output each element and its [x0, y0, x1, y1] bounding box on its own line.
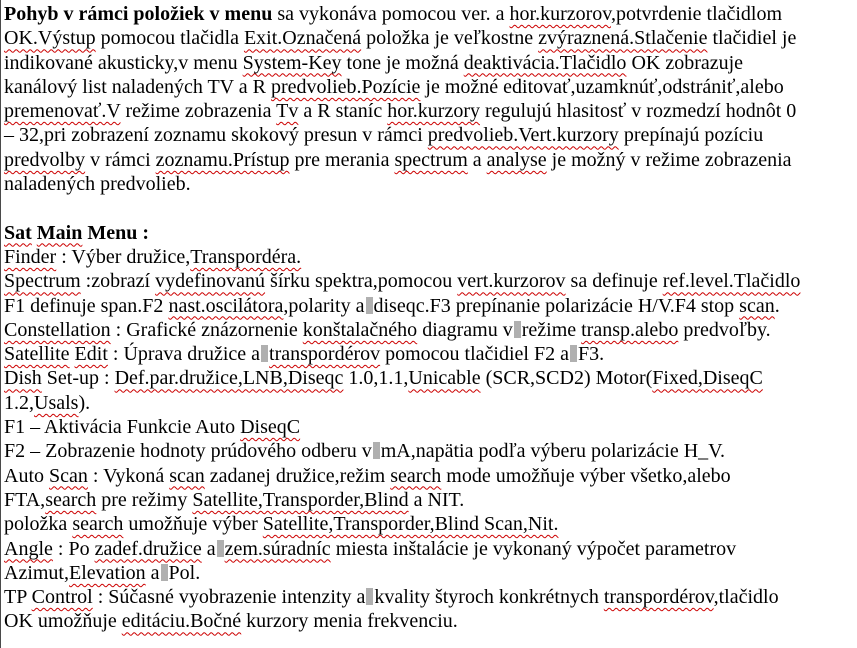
text-line	[4, 439, 857, 463]
text-run: kurzory menia frekvenciu.	[241, 610, 458, 633]
text-run: F3.	[577, 343, 605, 366]
text-line	[4, 75, 857, 99]
nbsp-marker	[366, 588, 373, 605]
misspelled-text: Control	[31, 586, 93, 609]
text-run: – 32,pri zobrazení zoznamu skokový presun v rámci	[4, 124, 428, 147]
text-run: ,potvrdenie tlačidlom	[610, 3, 783, 25]
text-line	[4, 148, 857, 172]
text-run: a R staníc	[298, 100, 388, 123]
misspelled-text: OK.Výstup	[4, 27, 96, 50]
misspelled-text: Elevation	[69, 561, 146, 584]
text-line	[4, 99, 857, 123]
text-run: F1 – Aktivácia Funkcie Auto	[4, 416, 241, 439]
text-run: TP	[4, 586, 32, 609]
misspelled-text: search	[72, 513, 124, 536]
nbsp-marker	[261, 345, 268, 362]
misspelled-text: search	[45, 488, 97, 511]
text-run: OK zobrazuje	[626, 51, 744, 74]
misspelled-text: scan	[739, 294, 775, 317]
misspelled-text: Fixed,DiseqC	[652, 367, 763, 390]
text-run: miesta inštalácie je vykonaný výpočet parametrov	[330, 537, 737, 560]
text-line	[4, 488, 857, 512]
nbsp-marker	[570, 345, 577, 362]
text-run: FTA,	[4, 488, 46, 511]
misspelled-text: editáciu.Bočné	[121, 610, 242, 633]
text-run: kvality štyroch konkrétnych	[374, 586, 604, 609]
misspelled-text: konštalačného	[302, 318, 418, 341]
text-run: predvoľby.	[678, 318, 771, 341]
text-run: : Súčasné vyobrazenie intenzity a	[92, 586, 366, 609]
text-line	[4, 172, 857, 196]
text-run: a	[467, 148, 487, 171]
text-run: : Vykoná	[87, 464, 170, 487]
nbsp-marker	[217, 540, 224, 557]
text-line	[4, 123, 857, 147]
text-run: mA,napätia podľa výberu polarizácie H_V.	[380, 440, 726, 463]
text-run: regulujú hlasitosť v rozmedzí hodnôt 0	[480, 100, 797, 123]
text-run: ,tlačidlo	[713, 586, 779, 609]
text-run: mode umožňuje výber všetko,alebo	[441, 464, 731, 487]
text-line	[4, 245, 857, 269]
text-run: :zobrazí	[80, 270, 156, 293]
text-line	[4, 294, 857, 318]
document-body	[4, 2, 857, 634]
text-run: umožňuje výber	[123, 513, 263, 536]
text-run: sa definuje	[565, 270, 663, 293]
misspelled-text: Dish	[4, 367, 42, 390]
text-line	[4, 318, 857, 342]
text-run: indikované akusticky,v menu	[4, 51, 243, 74]
text-run: Pohyb v rámci položiek v menu	[4, 3, 273, 25]
text-run: tone je možná	[341, 51, 464, 74]
text-run: prepínajú pozíciu	[618, 124, 764, 147]
text-run: F1 definuje span.F2	[4, 294, 169, 317]
nbsp-marker	[161, 564, 168, 581]
text-line	[4, 585, 857, 609]
misspelled-text: Usals	[34, 391, 79, 414]
text-run: diagramu v	[417, 318, 513, 341]
misspelled-text: spectrum	[394, 148, 468, 171]
text-run: : Grafické znázornenie	[110, 318, 303, 341]
page-left-edge-line	[0, 0, 1, 648]
misspelled-text: Spectrum	[4, 270, 81, 293]
misspelled-text: analyse	[486, 148, 547, 171]
text-run: naladených predvolieb.	[4, 173, 191, 196]
misspelled-text: vert.kurzorov	[457, 270, 566, 293]
text-line	[4, 512, 857, 536]
text-run: Set-up :	[41, 367, 115, 390]
text-run: (SCR,SCD2) Motor(	[480, 367, 653, 390]
text-run: : Po	[52, 537, 95, 560]
text-line	[4, 561, 857, 585]
misspelled-text: Constellation	[4, 318, 111, 341]
text-run: režime zobrazenia	[120, 100, 277, 123]
text-run: .	[774, 294, 780, 317]
text-run: pomocou tlačidiel F2 a	[380, 343, 569, 366]
misspelled-text: Exit.Označená	[243, 27, 362, 50]
misspelled-text: transp.alebo	[581, 318, 679, 341]
misspelled-text: Satellite	[4, 343, 70, 366]
misspelled-text: Scan	[49, 464, 88, 487]
text-run: ,polarity a	[283, 294, 365, 317]
text-line	[4, 537, 857, 561]
misspelled-text: ref.level.Tlačidlo	[662, 270, 801, 293]
text-run: a	[145, 561, 160, 584]
text-run: ).	[78, 391, 91, 414]
misspelled-text: deaktivácia.Tlačidlo	[463, 51, 627, 74]
text-run: je možné editovať,uzamknúť,odstrániť,alebo	[420, 75, 784, 98]
text-run: Auto	[4, 464, 49, 487]
misspelled-text: Tv	[276, 100, 299, 123]
text-line	[4, 51, 857, 75]
misspelled-text: predvolby	[4, 148, 86, 171]
text-line	[4, 342, 857, 366]
text-run: : Výber družice,	[56, 245, 191, 268]
misspelled-text: transpordérov	[603, 586, 714, 609]
nbsp-marker	[514, 321, 521, 338]
text-run: položka je veľkostne	[361, 27, 539, 50]
text-run: Pol.	[168, 561, 201, 584]
text-run: pre režimy	[96, 488, 193, 511]
text-run: pre merania	[289, 148, 395, 171]
text-run: položka	[4, 513, 73, 536]
text-run: v rámci	[85, 148, 156, 171]
misspelled-text: Edit	[74, 343, 108, 366]
nbsp-marker	[373, 442, 380, 459]
misspelled-text: hor.kurzorov	[509, 3, 611, 25]
misspelled-text: hor.kurzory	[387, 100, 480, 123]
misspelled-text: Satellite,Transporder,Blind Scan,Nit.	[262, 513, 559, 536]
text-run: šírku spektra,pomocou	[265, 270, 458, 293]
misspelled-text: search	[390, 464, 442, 487]
misspelled-text: zoznamu.Prístup	[155, 148, 290, 171]
text-run: pomocou tlačidla	[95, 27, 244, 50]
text-run: 1.0,1.1,	[343, 367, 409, 390]
misspelled-text: Satellite,Transporder,Blind	[192, 488, 409, 511]
text-line	[4, 391, 857, 415]
misspelled-text: transpordérov	[269, 343, 381, 366]
misspelled-text: vydefinovanú	[155, 270, 266, 293]
misspelled-text: zvýraznená.Stlačenie	[538, 27, 708, 50]
misspelled-text: predvolieb.Pozície	[270, 75, 421, 98]
misspelled-text: premenovať.V	[4, 100, 121, 123]
nbsp-marker	[366, 297, 373, 314]
misspelled-text: System-Key	[242, 51, 342, 74]
text-line	[4, 415, 857, 439]
text-run: Azimut,	[4, 561, 69, 584]
text-run: zadanej družice,režim	[204, 464, 391, 487]
text-line	[4, 269, 857, 293]
misspelled-text: scan	[169, 464, 205, 487]
text-run: sa vykonáva pomocou ver. a	[272, 3, 510, 25]
text-run: je možný v režime zobrazenia	[546, 148, 792, 171]
text-run: F2 – Zobrazenie hodnoty prúdového odberu v	[4, 440, 372, 463]
misspelled-text: Def.par.družice,LNB,Diseqc	[114, 367, 344, 390]
text-run: : Úprava družice a	[107, 343, 261, 366]
text-run: 1.2,	[4, 391, 34, 414]
misspelled-text: DiseqC	[240, 416, 301, 439]
text-run: Menu :	[82, 221, 150, 244]
misspelled-text: Sat	[4, 221, 32, 244]
text-run: tlačidiel je	[707, 27, 797, 50]
misspelled-text: Main	[36, 221, 83, 244]
text-run: OK umožňuje	[4, 610, 122, 633]
text-run: kanálový list naladených TV a R	[4, 75, 271, 98]
misspelled-text: nast.oscilátora	[168, 294, 284, 317]
text-line	[4, 464, 857, 488]
misspelled-text: zem.súradníc	[224, 537, 331, 560]
text-line	[4, 196, 857, 220]
misspelled-text: predvolieb.Vert.kurzory	[427, 124, 619, 147]
text-line	[4, 26, 857, 50]
misspelled-text: Angle	[4, 537, 53, 560]
misspelled-text: Transpordéra.	[190, 245, 302, 268]
misspelled-text: Unicable	[408, 367, 481, 390]
text-line	[4, 2, 857, 26]
misspelled-text: Finder	[4, 245, 57, 268]
text-line	[4, 366, 857, 390]
text-run: a NIT.	[408, 488, 465, 511]
misspelled-text: zadef.družice	[94, 537, 202, 560]
text-run: a	[201, 537, 216, 560]
text-run: režime	[521, 318, 582, 341]
text-line	[4, 221, 857, 245]
text-line	[4, 609, 857, 633]
text-run: diseqc.F3 prepínanie polarizácie H/V.F4 stop	[373, 294, 740, 317]
